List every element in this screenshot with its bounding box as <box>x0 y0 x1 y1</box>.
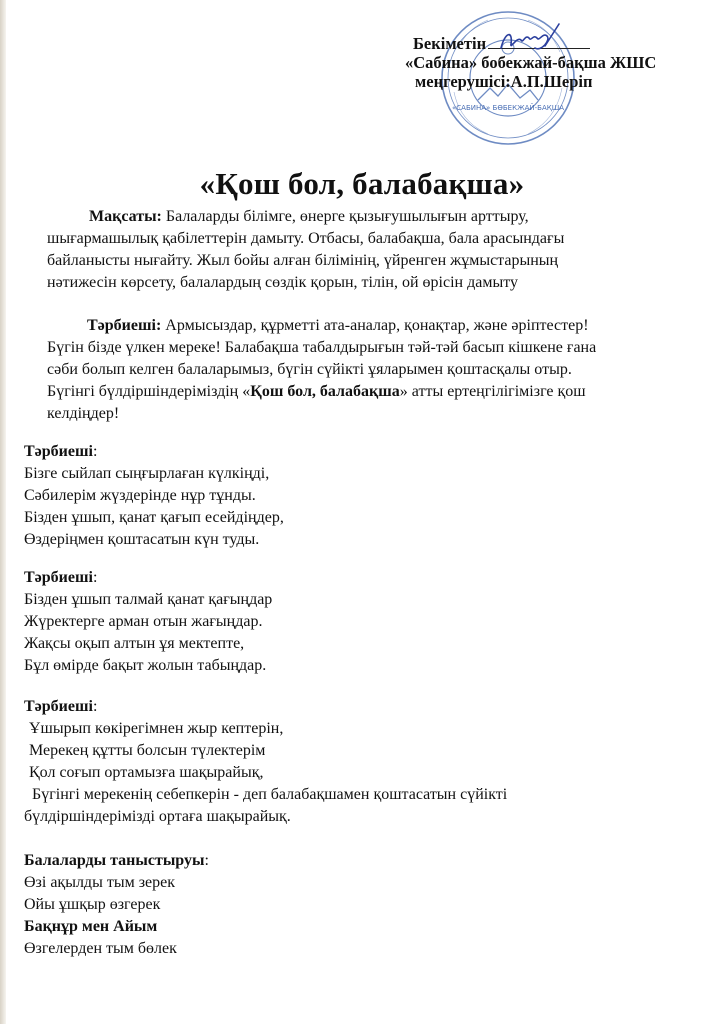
scan-edge <box>0 0 6 1024</box>
intro-label: Тәрбиеші: <box>87 317 162 334</box>
verse-block <box>24 441 284 551</box>
signature-icon <box>495 22 565 56</box>
verse-block <box>24 696 507 828</box>
intro-paragraph <box>47 315 596 425</box>
verse-line: Ұшырып көкірегімнен жыр кептерін, <box>29 720 284 737</box>
verse-line: Бұл өмірде бақыт жолын табыңдар. <box>24 657 267 674</box>
goal-line: шығармашылық қабілеттерін дамыту. Отбасы, балабақша, бала арасындағы <box>47 230 565 247</box>
intro-line: Бүгін бізде үлкен мереке! Балабақша табалдырығын тәй-тәй басып кішкене ғана <box>47 339 597 356</box>
verse-line: Бүгінгі мерекенің себепкерін - деп балабақшамен қоштасатын сүйікті <box>32 786 508 803</box>
verse-line: Жүректерге арман отын жағыңдар. <box>24 613 263 630</box>
children-intro-heading: Балаларды таныстыруы <box>24 852 205 869</box>
manager-name: меңгерушісі:А.П.Шеріп <box>415 72 593 91</box>
children-intro-line: Өзгелерден тым бөлек <box>24 940 177 957</box>
verse-line: Бізден ұшып талмай қанат қағыңдар <box>24 591 273 608</box>
intro-line: Армысыздар, құрметті ата-аналар, қонақтар, және әріптестер! <box>161 317 589 334</box>
intro-line: Бүгінгі бүлдіршіндеріміздің « <box>47 383 251 400</box>
intro-line: сәби болып келген балаларымыз, бүгін сүйікті ұяларымен қоштасқалы отыр. <box>47 361 572 378</box>
goal-line: байланысты нығайту. Жыл бойы алған білімінің, үйренген жұмыстарының <box>47 252 559 269</box>
verse-line: Қол соғып ортамызға шақырайық, <box>29 764 264 781</box>
document-title: «Қош бол, балабақша» <box>199 166 525 201</box>
colon: : <box>92 698 98 715</box>
verse-line: Сәбилерім жүздерінде нұр тұнды. <box>24 487 256 504</box>
goal-paragraph <box>47 206 564 294</box>
children-intro-line: Өзі ақылды тым зерек <box>24 874 175 891</box>
goal-line: Балаларды білімге, өнерге қызығушылығын арттыру, <box>161 208 529 225</box>
colon: : <box>92 443 98 460</box>
goal-label: Мақсаты: <box>89 208 162 225</box>
children-names: Бақнұр мен Айым <box>24 918 158 935</box>
stamp-text: «САБИНА» БӨБЕКЖАЙ-БАҚША <box>452 104 564 112</box>
intro-line: келдіңдер! <box>47 405 120 422</box>
verse-line: бүлдіршіндерімізді ортаға шақырайық. <box>24 808 291 825</box>
colon: : <box>92 569 98 586</box>
intro-line: » атты ертеңгілігімізге қош <box>399 383 586 400</box>
verse-block <box>24 567 272 677</box>
verse-line: Жақсы оқып алтын ұя мектепте, <box>24 635 245 652</box>
children-intro-line: Ойы ұшқыр өзгерек <box>24 896 161 913</box>
intro-title-ref: Қош бол, балабақша <box>250 383 400 400</box>
verse-line: Мерекең құтты болсын түлектерім <box>29 742 266 759</box>
verse-speaker: Тәрбиеші <box>24 569 93 586</box>
verse-line: Бізге сыйлап сыңғырлаған күлкіңді, <box>24 465 270 482</box>
verse-line: Өздеріңмен қоштасатын күн туды. <box>24 531 260 548</box>
verse-speaker: Тәрбиеші <box>24 443 93 460</box>
verse-line: Бізден ұшып, қанат қағып есейдіңдер, <box>24 509 284 526</box>
organization-name: «Сабина» бобекжай-бақша ЖШС <box>405 53 657 72</box>
goal-line: нәтижесін көрсету, балалардың сөздік қорын, тілін, ой өрісін дамыту <box>47 274 518 291</box>
approval-label: Бекіметін <box>413 34 487 53</box>
children-intro-block <box>24 850 209 960</box>
colon: : <box>204 852 209 869</box>
verse-speaker: Тәрбиеші <box>24 698 93 715</box>
